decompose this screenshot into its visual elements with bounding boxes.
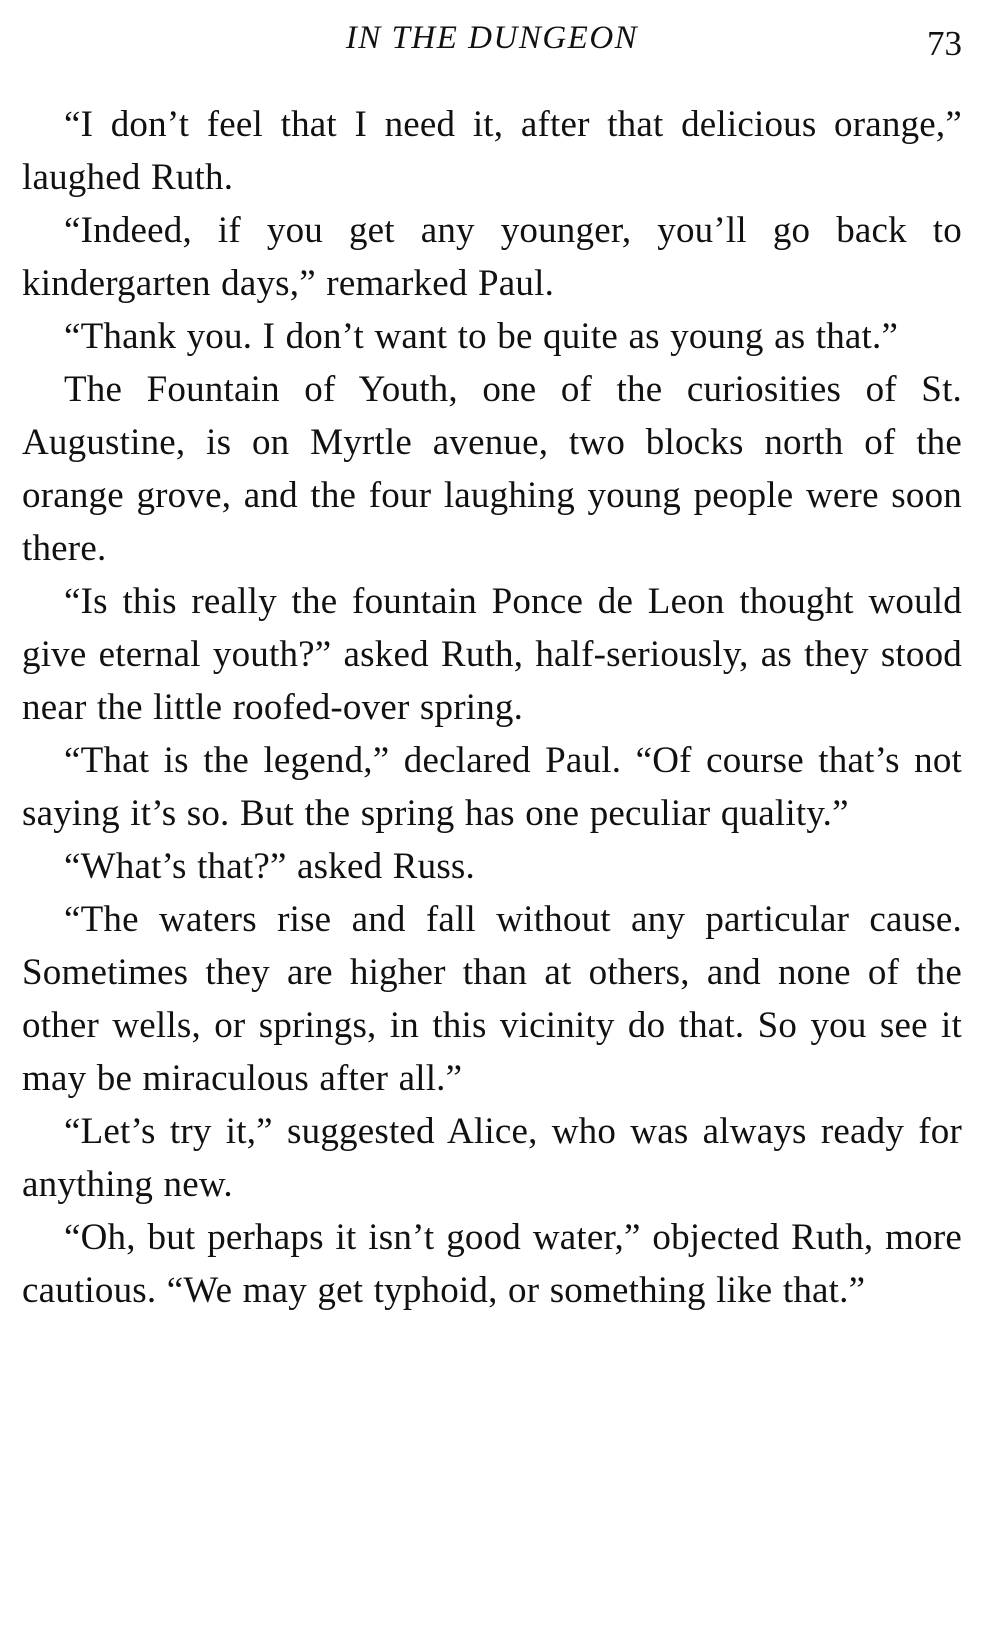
paragraph: “Indeed, if you get any younger, you’ll go back to kindergarten days,” remarked Paul. xyxy=(22,210,962,304)
body-text xyxy=(22,98,962,1317)
paragraph: “That is the legend,” declared Paul. “Of course that’s not saying it’s so. But the spring has one peculiar quality.” xyxy=(22,740,962,834)
page-header xyxy=(22,10,962,70)
paragraph: “Thank you. I don’t want to be quite as young as that.” xyxy=(64,316,899,357)
book-page xyxy=(22,10,962,1317)
paragraph: The Fountain of Youth, one of the curiosities of St. Augustine, is on Myrtle avenue, two blocks north of the orange grove, and the four laughing young people were soon there. xyxy=(22,369,962,569)
paragraph: “Let’s try it,” suggested Alice, who was always ready for anything new. xyxy=(22,1111,962,1205)
paragraph: “What’s that?” asked Russ. xyxy=(64,846,475,887)
paragraph: “Oh, but perhaps it isn’t good water,” objected Ruth, more cautious. “We may get typhoid, or something like that.” xyxy=(22,1217,962,1311)
paragraph: “I don’t feel that I need it, after that delicious orange,” laughed Ruth. xyxy=(22,104,962,198)
paragraph: “Is this really the fountain Ponce de Leon thought would give eternal youth?” asked Ruth, half-seriously, as they stood near the little roofed-over spring. xyxy=(22,581,962,728)
running-head: IN THE DUNGEON xyxy=(345,20,639,56)
page-number: 73 xyxy=(927,24,962,63)
paragraph: “The waters rise and fall without any particular cause. Sometimes they are higher than at others, and none of the other wells, or springs, in this vicinity do that. So you see it may be miraculous after all.” xyxy=(22,899,962,1099)
